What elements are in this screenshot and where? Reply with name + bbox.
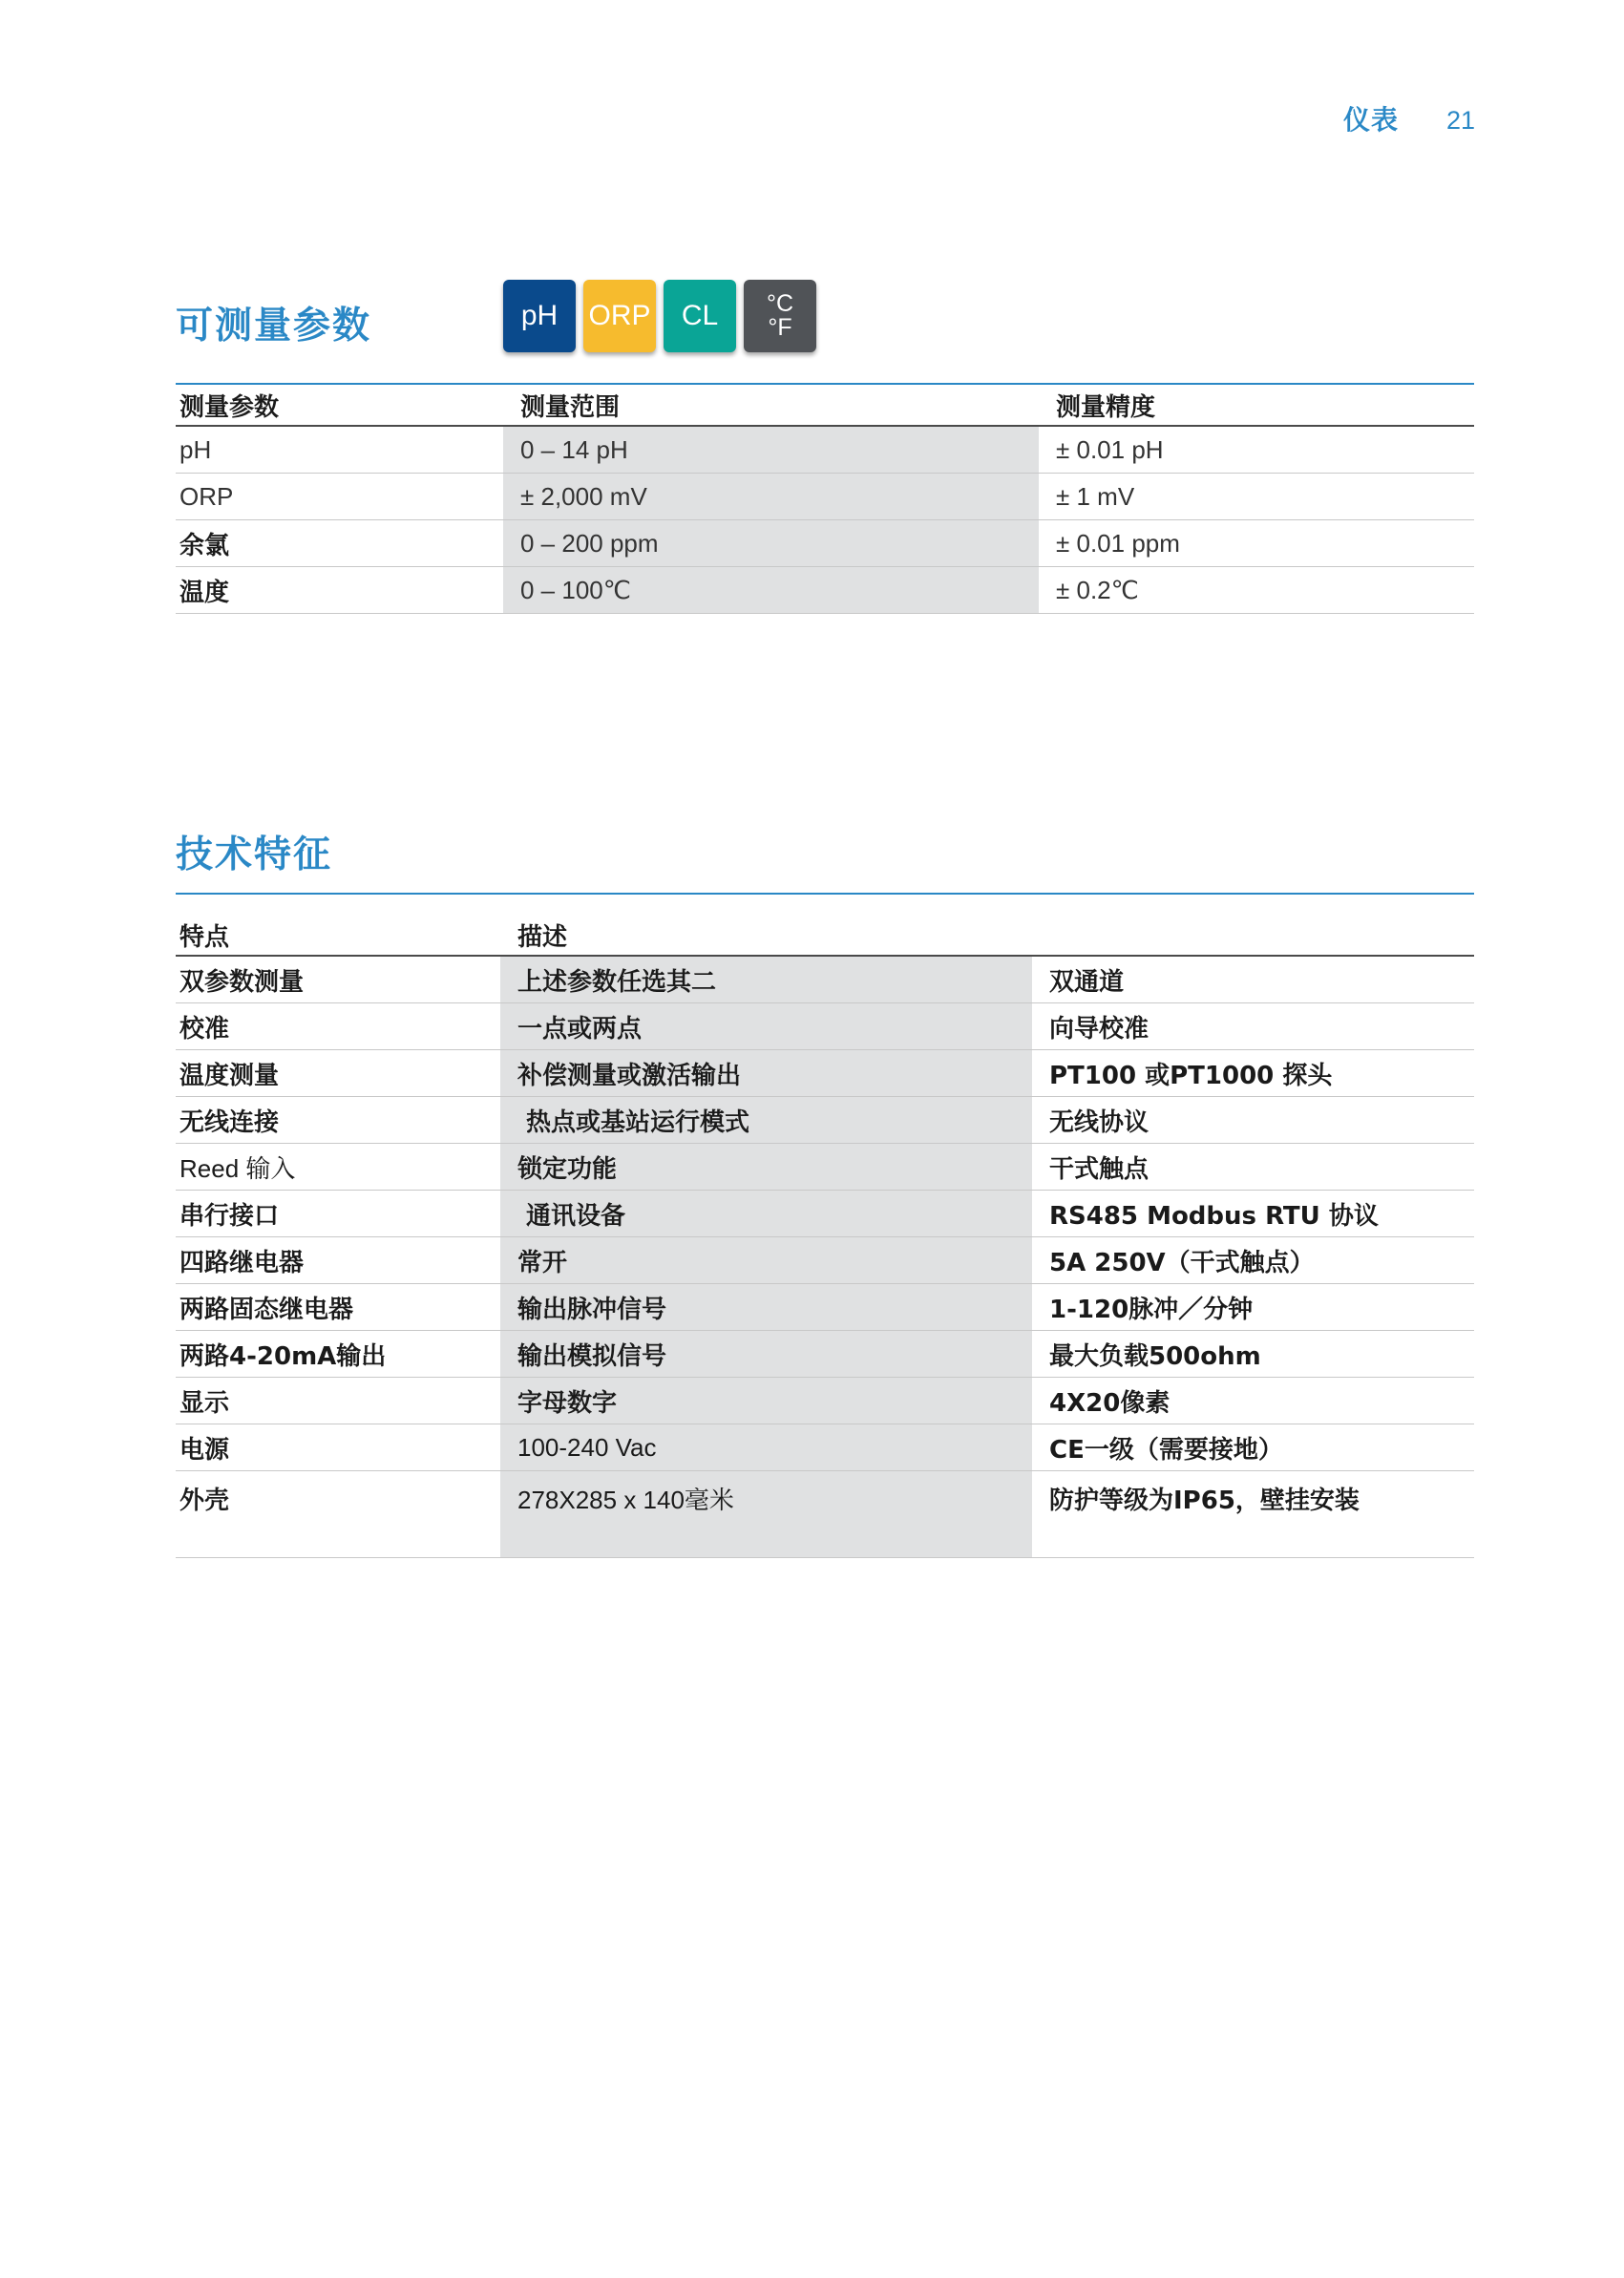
table-row — [176, 1144, 1474, 1191]
table-header-row — [176, 385, 1474, 426]
measurable-parameters-title: 可测量参数 — [176, 305, 372, 348]
accuracy-cell: ± 0.2℃ — [1039, 567, 1474, 614]
range-cell: 0 – 100℃ — [503, 567, 1039, 614]
detail-cell: 无线协议 — [1032, 1097, 1474, 1144]
parameter-cell: pH — [176, 426, 503, 474]
table-row — [176, 1003, 1474, 1050]
table-row — [176, 1191, 1474, 1237]
page-number: 21 — [1445, 106, 1475, 135]
feature-cell: 电源 — [176, 1424, 500, 1471]
feature-cell: 双参数测量 — [176, 956, 500, 1003]
feature-cell: 温度测量 — [176, 1050, 500, 1097]
feature-cell: 显示 — [176, 1378, 500, 1424]
orp-badge-icon: ORP — [583, 280, 656, 352]
description-cell: 输出脉冲信号 — [500, 1284, 1032, 1331]
feature-cell: 校准 — [176, 1003, 500, 1050]
description-cell: 字母数字 — [500, 1378, 1032, 1424]
description-cell: 通讯设备 — [500, 1191, 1032, 1237]
parameter-cell: 温度 — [176, 567, 503, 614]
parameter-badges — [503, 280, 816, 352]
table-row — [176, 520, 1474, 567]
detail-cell: CE一级（需要接地） — [1032, 1424, 1474, 1471]
detail-cell: 5A 250V（干式触点） — [1032, 1237, 1474, 1284]
description-cell: 锁定功能 — [500, 1144, 1032, 1191]
features-table — [176, 915, 1474, 1558]
detail-cell: 向导校准 — [1032, 1003, 1474, 1050]
detail-cell: PT100 或PT1000 探头 — [1032, 1050, 1474, 1097]
table-row — [176, 1331, 1474, 1378]
section-label: 仪表 — [1342, 104, 1399, 136]
parameter-cell: 余氯 — [176, 520, 503, 567]
parameter-cell: ORP — [176, 474, 503, 520]
table-row — [176, 474, 1474, 520]
detail-cell: 干式触点 — [1032, 1144, 1474, 1191]
column-header: 描述 — [500, 915, 1032, 956]
description-cell: 一点或两点 — [500, 1003, 1032, 1050]
accuracy-cell: ± 0.01 ppm — [1039, 520, 1474, 567]
table-header-row — [176, 915, 1474, 956]
table-row — [176, 1424, 1474, 1471]
table-row — [176, 1097, 1474, 1144]
feature-cell: 串行接口 — [176, 1191, 500, 1237]
feature-cell: 外壳 — [176, 1471, 500, 1558]
detail-cell: 双通道 — [1032, 956, 1474, 1003]
description-cell: 278X285 x 140毫米 — [500, 1471, 1032, 1558]
feature-cell: 两路4-20mA输出 — [176, 1331, 500, 1378]
description-cell: 补偿测量或激活输出 — [500, 1050, 1032, 1097]
description-cell: 输出模拟信号 — [500, 1331, 1032, 1378]
table-row — [176, 1471, 1474, 1558]
table-row — [176, 567, 1474, 614]
table-row — [176, 1050, 1474, 1097]
feature-cell: 两路固态继电器 — [176, 1284, 500, 1331]
celsius-label: °C — [766, 290, 794, 317]
description-cell: 100-240 Vac — [500, 1424, 1032, 1471]
accuracy-cell: ± 0.01 pH — [1039, 426, 1474, 474]
table-row — [176, 956, 1474, 1003]
column-header: 特点 — [176, 915, 500, 956]
description-cell: 热点或基站运行模式 — [500, 1097, 1032, 1144]
column-header: 测量参数 — [176, 385, 503, 426]
detail-cell: 4X20像素 — [1032, 1378, 1474, 1424]
description-cell: 上述参数任选其二 — [500, 956, 1032, 1003]
page-header — [1343, 99, 1475, 137]
table-row — [176, 1378, 1474, 1424]
description-cell: 常开 — [500, 1237, 1032, 1284]
range-cell: 0 – 200 ppm — [503, 520, 1039, 567]
section2-divider — [176, 893, 1474, 895]
table-row — [176, 1284, 1474, 1331]
feature-cell: 无线连接 — [176, 1097, 500, 1144]
range-cell: ± 2,000 mV — [503, 474, 1039, 520]
temperature-badge-icon — [744, 280, 816, 352]
column-header: 测量范围 — [503, 385, 1039, 426]
chlorine-badge-icon: CL — [664, 280, 736, 352]
fahrenheit-label: °F — [768, 314, 792, 341]
column-header — [1032, 915, 1474, 956]
parameters-table — [176, 385, 1474, 614]
column-header: 测量精度 — [1039, 385, 1474, 426]
range-cell: 0 – 14 pH — [503, 426, 1039, 474]
feature-cell: Reed 输入 — [176, 1144, 500, 1191]
feature-cell: 四路继电器 — [176, 1237, 500, 1284]
table-row — [176, 1237, 1474, 1284]
detail-cell: 最大负载500ohm — [1032, 1331, 1474, 1378]
detail-cell: 1-120脉冲／分钟 — [1032, 1284, 1474, 1331]
technical-features-title: 技术特征 — [176, 833, 333, 876]
table-row — [176, 426, 1474, 474]
detail-cell: 防护等级为IP65，壁挂安装 — [1032, 1471, 1474, 1558]
accuracy-cell: ± 1 mV — [1039, 474, 1474, 520]
ph-badge-icon: pH — [503, 280, 576, 352]
detail-cell: RS485 Modbus RTU 协议 — [1032, 1191, 1474, 1237]
